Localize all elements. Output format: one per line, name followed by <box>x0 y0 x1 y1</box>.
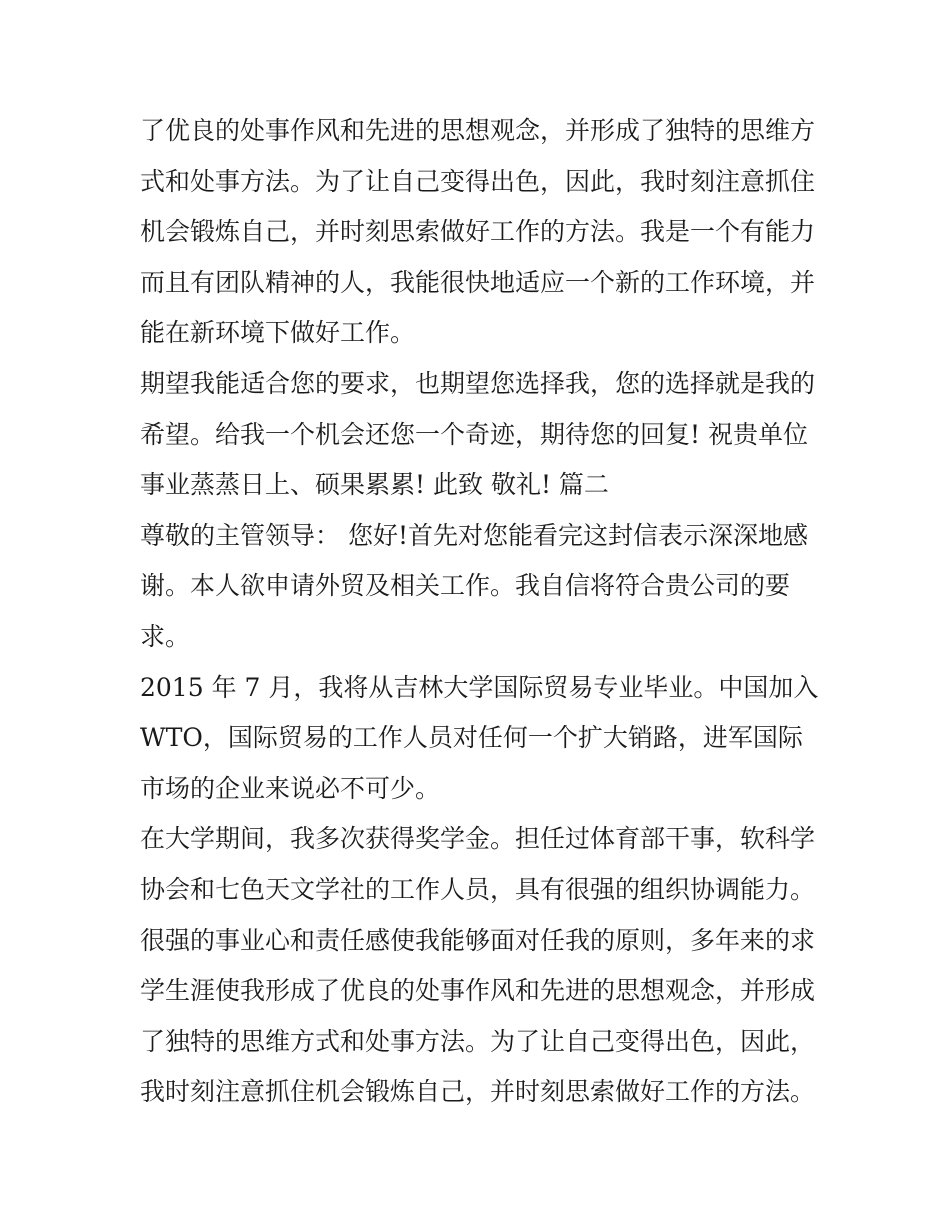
text-line: 期望我能适合您的要求，也期望您选择我，您的选择就是我的 <box>140 368 816 398</box>
text-line: 希望。给我一个机会还您一个奇迹，期待您的回复! 祝贵单位 <box>140 419 808 449</box>
text-line: 在大学期间，我多次获得奖学金。担任过体育部干事，软科学 <box>140 824 816 854</box>
text-line: 事业蒸蒸日上、硕果累累! 此致 敬礼! 篇二 <box>140 470 609 500</box>
text-line: 了优良的处事作风和先进的思想观念，并形成了独特的思维方 <box>140 116 816 145</box>
text-line: 能在新环境下做好工作。 <box>140 318 416 348</box>
text-line: 学生涯使我形成了优良的处事作风和先进的思想观念，并形成 <box>140 976 816 1006</box>
text-line: 市场的企业来说必不可少。 <box>140 773 441 803</box>
text-line: 协会和七色天文学社的工作人员，具有很强的组织协调能力。 <box>140 874 816 904</box>
text-line: 求。 <box>140 621 191 651</box>
text-line: 很强的事业心和责任感使我能够面对任我的原则，多年来的求 <box>140 925 816 955</box>
text-line: 我时刻注意抓住机会锻炼自己，并时刻思索做好工作的方法。 <box>140 1077 816 1107</box>
text-line: 式和处事方法。为了让自己变得出色，因此，我时刻注意抓住 <box>140 166 816 196</box>
text-line: 谢。本人欲申请外贸及相关工作。我自信将符合贵公司的要 <box>140 571 791 601</box>
text-line: 2015 年 7 月，我将从吉林大学国际贸易专业毕业。中国加入 <box>140 672 819 702</box>
text-line: 机会锻炼自己，并时刻思索做好工作的方法。我是一个有能力 <box>140 217 816 247</box>
text-line: 了独特的思维方式和处事方法。为了让自己变得出色，因此， <box>140 1026 816 1056</box>
text-line: WTO，国际贸易的工作人员对任何一个扩大销路，进军国际 <box>140 723 803 753</box>
text-line: 尊敬的主管领导： 您好!首先对您能看完这封信表示深深地感 <box>140 520 808 550</box>
body-text <box>140 106 840 1118</box>
text-line: 而且有团队精神的人，我能很快地适应一个新的工作环境，并 <box>140 267 816 297</box>
